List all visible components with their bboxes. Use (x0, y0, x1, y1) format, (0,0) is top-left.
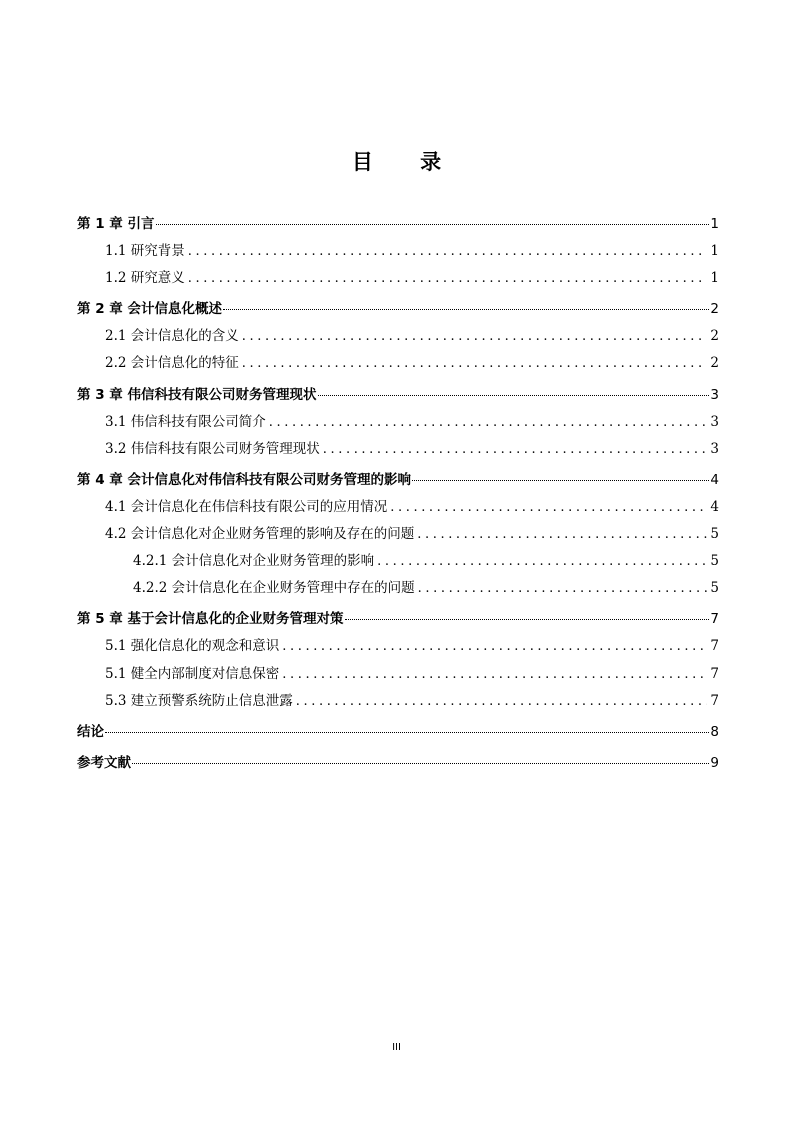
toc-entry-label: 第 3 章 伟信科技有限公司财务管理现状 (77, 386, 317, 403)
toc-entry[interactable] (77, 412, 719, 439)
toc-entry-label: 第 4 章 会计信息化对伟信科技有限公司财务管理的影响 (77, 471, 411, 488)
toc-entry[interactable] (77, 524, 719, 551)
toc-dot-leader (377, 552, 707, 572)
toc-entry[interactable] (77, 326, 719, 353)
toc-entry-page-number: 3 (710, 440, 719, 457)
toc-entry-page-number: 2 (710, 328, 719, 345)
toc-entry-label: 3.2 伟信科技有限公司财务管理现状 (105, 440, 320, 457)
toc-entry[interactable] (77, 551, 719, 578)
toc-entry[interactable] (77, 609, 719, 636)
toc-entry-label: 1.1 研究背景 (105, 243, 185, 260)
toc-entry-page-number: 4 (710, 498, 719, 515)
toc-dot-leader (105, 732, 709, 733)
footer-page-number: III (392, 1042, 401, 1053)
table-of-contents (77, 214, 719, 780)
toc-entry-label: 5.1 强化信息化的观念和意识 (105, 638, 280, 655)
toc-entry-label: 4.2 会计信息化对企业财务管理的影响及存在的问题 (105, 526, 415, 543)
toc-entry[interactable] (77, 268, 719, 295)
toc-entry-label: 2.1 会计信息化的含义 (105, 328, 239, 345)
toc-dot-leader (242, 354, 708, 374)
toc-entry-label: 4.2.1 会计信息化对企业财务管理的影响 (133, 553, 375, 570)
toc-dot-leader (418, 579, 708, 599)
page-title: 目 录 (351, 149, 462, 174)
toc-entry[interactable] (77, 497, 719, 524)
toc-dot-leader (323, 440, 708, 460)
toc-entry-page-number: 3 (710, 386, 719, 403)
toc-entry-page-number: 7 (710, 665, 719, 682)
toc-entry[interactable] (77, 578, 719, 605)
toc-dot-leader (282, 637, 707, 657)
toc-entry[interactable] (77, 470, 719, 497)
toc-entry-label: 结论 (77, 723, 104, 740)
toc-entry-page-number: 9 (710, 754, 719, 771)
toc-dot-leader (318, 395, 710, 396)
toc-entry-page-number: 1 (710, 243, 719, 260)
toc-entry[interactable] (77, 753, 719, 780)
toc-entry-page-number: 5 (710, 553, 719, 570)
toc-entry-page-number: 7 (710, 638, 719, 655)
toc-dot-leader (282, 665, 707, 685)
toc-entry[interactable] (77, 664, 719, 691)
toc-dot-leader (417, 525, 707, 545)
toc-entry-label: 第 2 章 会计信息化概述 (77, 301, 222, 318)
toc-entry-label: 参考文献 (77, 754, 131, 771)
toc-entry[interactable] (77, 636, 719, 663)
toc-entry-label: 第 5 章 基于会计信息化的企业财务管理对策 (77, 611, 344, 628)
toc-dot-leader (188, 269, 708, 289)
toc-entry-label: 4.2.2 会计信息化在企业财务管理中存在的问题 (133, 580, 415, 597)
toc-entry[interactable] (77, 385, 719, 412)
toc-entry[interactable] (77, 353, 719, 380)
toc-entry-page-number: 7 (710, 692, 719, 709)
toc-dot-leader (132, 763, 709, 764)
toc-entry-label: 2.2 会计信息化的特征 (105, 355, 239, 372)
toc-dot-leader (242, 327, 708, 347)
toc-dot-leader (188, 242, 708, 262)
toc-entry[interactable] (77, 691, 719, 718)
toc-entry-page-number: 8 (710, 723, 719, 740)
toc-entry-label: 第 1 章 引言 (77, 216, 155, 232)
toc-entry[interactable] (77, 241, 719, 268)
toc-entry-page-number: 7 (710, 611, 719, 628)
toc-entry[interactable] (77, 439, 719, 466)
toc-entry[interactable] (77, 722, 719, 749)
toc-dot-leader (412, 480, 709, 481)
toc-dot-leader (390, 498, 707, 518)
toc-entry[interactable] (77, 299, 719, 326)
toc-entry-label: 1.2 研究意义 (105, 270, 185, 287)
toc-entry-page-number: 1 (710, 216, 719, 232)
toc-dot-leader (345, 619, 710, 620)
toc-entry-page-number: 5 (710, 526, 719, 543)
toc-dot-leader (296, 692, 708, 712)
toc-entry-label: 4.1 会计信息化在伟信科技有限公司的应用情况 (105, 498, 388, 515)
toc-entry-page-number: 1 (710, 270, 719, 287)
toc-entry[interactable] (77, 214, 719, 241)
toc-dot-leader (156, 224, 710, 225)
toc-entry-page-number: 2 (710, 355, 719, 372)
toc-entry-label: 5.3 建立预警系统防止信息泄露 (105, 692, 293, 709)
toc-entry-page-number: 2 (710, 301, 719, 318)
toc-entry-label: 5.1 健全内部制度对信息保密 (105, 665, 280, 682)
toc-entry-page-number: 4 (710, 471, 719, 488)
toc-dot-leader (223, 309, 709, 310)
toc-dot-leader (269, 413, 708, 433)
toc-entry-page-number: 5 (710, 580, 719, 597)
toc-entry-label: 3.1 伟信科技有限公司简介 (105, 413, 266, 430)
toc-entry-page-number: 3 (710, 413, 719, 430)
